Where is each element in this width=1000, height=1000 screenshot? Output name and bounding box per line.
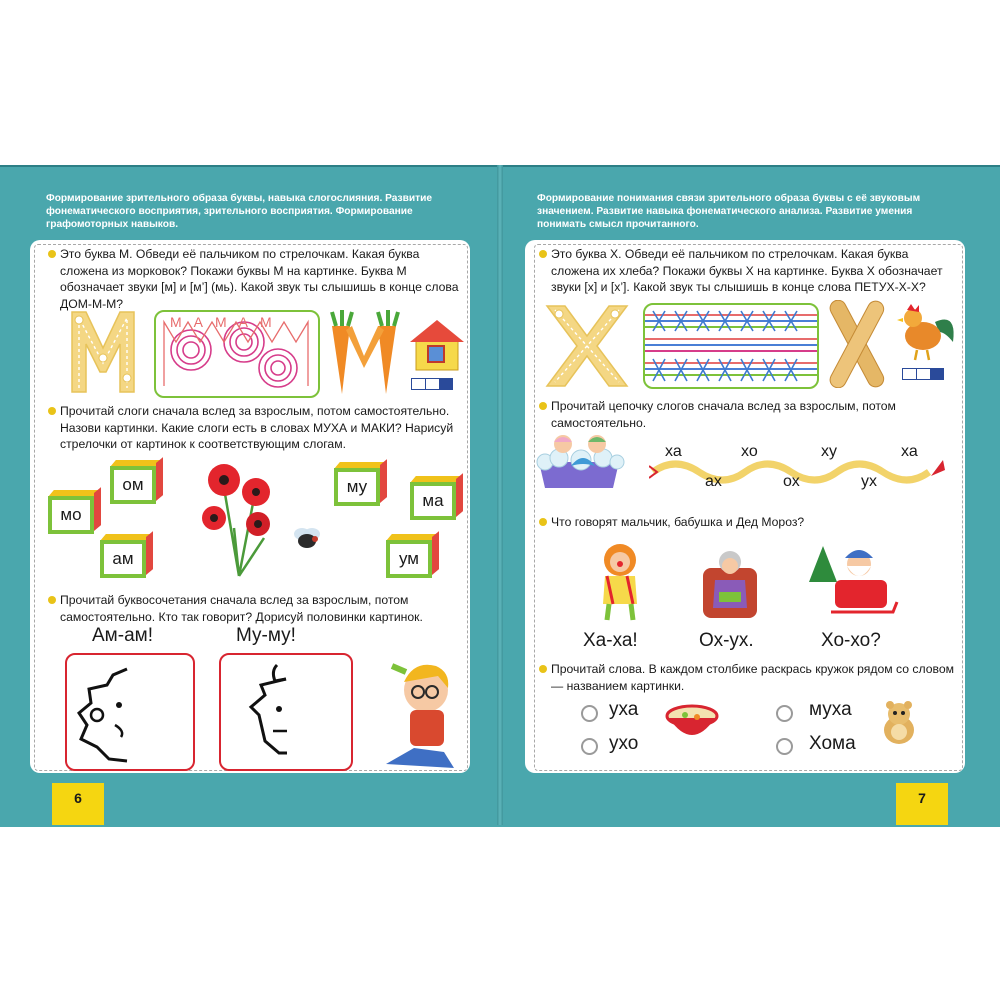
- fly-picture: [290, 526, 324, 550]
- syllable-cube: [110, 460, 162, 504]
- left-task-1-text: Это буква М. Обведи её пальчиком по стрелочкам. Какая буква сложена из морковок? Покажи буквы М на картинке. Буква М обозначает звуки [м] и [м’] (мь). Какой звук ты слышишь в конце слова ДОМ-М-М?: [60, 247, 459, 311]
- word-mukha: муха: [809, 699, 852, 720]
- cube-side: [94, 487, 101, 531]
- carrot-graphic: [328, 308, 400, 396]
- bullet-dot: [48, 407, 56, 415]
- bullet-dot: [48, 250, 56, 258]
- left-page: [30, 240, 470, 773]
- fly-graphic: [290, 526, 324, 550]
- cube-side: [456, 473, 463, 517]
- bread-graphic: [823, 300, 889, 388]
- syllable: ха: [665, 443, 682, 460]
- syllable: ох: [783, 473, 800, 490]
- sound-scheme-x: [902, 368, 944, 380]
- draw-frame-boy[interactable]: [65, 653, 195, 771]
- bullet-dot: [48, 596, 56, 604]
- right-task-4-text: Прочитай слова. В каждом столбике раскрась кружок рядом со словом — названием картинки.: [551, 662, 955, 693]
- letter-m-graphic: [68, 308, 138, 394]
- cube-side: [432, 531, 439, 575]
- rooster-graphic: [895, 302, 957, 362]
- word-circle-ukho[interactable]: [581, 738, 598, 755]
- cube-side: [380, 459, 387, 503]
- say-okh-ukh: Ох-ух.: [699, 630, 754, 651]
- page-number-right: 7: [896, 783, 948, 825]
- right-task-4: [551, 661, 956, 694]
- cube-syllable: ам: [100, 540, 146, 578]
- kids-bath-picture: [533, 432, 625, 498]
- poppies-graphic: [194, 458, 284, 578]
- page-number-left: 6: [52, 783, 104, 825]
- left-page-header: Формирование зрительного образа буквы, навыка слогослияния. Развитие фонематического восприятия, зрительного восприятия. Формирование графомоторных навыков.: [46, 193, 433, 230]
- say-am-am: Ам-ам!: [92, 625, 153, 646]
- letter-x-lines: [643, 303, 819, 389]
- clown-graphic: [593, 542, 647, 622]
- half-cow-face: [221, 655, 351, 769]
- half-boy-face: [67, 655, 193, 769]
- cube-syllable: му: [334, 468, 380, 506]
- poppies-picture: [194, 458, 284, 578]
- bread-letter-x: [823, 300, 889, 388]
- syllable-cube: [410, 476, 462, 520]
- syllable: ух: [861, 473, 877, 490]
- word-ukho: ухо: [609, 733, 639, 754]
- word-khoma: Хома: [809, 733, 856, 754]
- letter-x-graphic: [545, 302, 629, 388]
- left-task-2: [60, 403, 465, 453]
- bullet-dot: [539, 250, 547, 258]
- clown-picture: [593, 542, 647, 622]
- grandma-picture: [701, 548, 759, 620]
- bullet-dot: [539, 665, 547, 673]
- bath-graphic: [533, 432, 625, 498]
- grandma-graphic: [701, 548, 759, 620]
- word-circle-mukha[interactable]: [776, 705, 793, 722]
- boy-picture: [378, 652, 462, 772]
- carrot-letter-m: [328, 308, 400, 396]
- right-page-header: Формирование понимания связи зрительного образа буквы с её звуковым значением. Развитие навыка фонематического анализа. Развитие умения понимать смысл прочитанного.: [537, 193, 921, 230]
- left-task-3: [60, 592, 465, 625]
- say-kha-kha: Ха-ха!: [583, 630, 638, 651]
- bullet-dot: [539, 402, 547, 410]
- say-kho-kho: Хо-хо?: [821, 630, 881, 651]
- lines-graphic: [645, 305, 817, 387]
- syllable-cube: [386, 534, 438, 578]
- word-ukha: уха: [609, 699, 639, 720]
- cube-side: [156, 457, 163, 501]
- big-letter-m: [68, 308, 138, 394]
- house-graphic: [408, 316, 466, 372]
- maze-letters: МАМАМ: [170, 314, 284, 330]
- syllable-cube: [48, 490, 100, 534]
- syllable: ха: [901, 443, 918, 460]
- letter-maze: [154, 310, 320, 398]
- cube-syllable: ум: [386, 540, 432, 578]
- syllable-cube: [100, 534, 152, 578]
- big-letter-x: [545, 302, 629, 388]
- syllable: ху: [821, 443, 837, 460]
- boy-graphic: [378, 652, 462, 772]
- draw-frame-cow[interactable]: [219, 653, 353, 771]
- right-page: [525, 240, 965, 773]
- left-task-2-text: Прочитай слоги сначала вслед за взрослым, потом самостоятельно. Назови картинки. Какие слоги есть в словах МУХА и МАКИ? Нарисуй стрелочки от картинок к соответствующим слогам.: [60, 404, 454, 451]
- word-circle-khoma[interactable]: [776, 738, 793, 755]
- bullet-dot: [539, 518, 547, 526]
- word-circle-ukha[interactable]: [581, 705, 598, 722]
- syllable-cube: [334, 462, 386, 506]
- syllable: хо: [741, 443, 758, 460]
- santa-graphic: [805, 542, 901, 622]
- cube-syllable: мо: [48, 496, 94, 534]
- rooster-picture: [895, 302, 957, 362]
- sound-scheme-m: [411, 378, 453, 390]
- soup-bowl-graphic: [665, 702, 719, 742]
- right-task-3-text: Что говорят мальчик, бабушка и Дед Мороз?: [551, 515, 805, 529]
- right-task-3: [551, 514, 956, 531]
- right-task-2: [551, 398, 956, 431]
- right-task-2-text: Прочитай цепочку слогов сначала вслед за взрослым, потом самостоятельно.: [551, 399, 896, 430]
- santa-picture: [805, 542, 901, 622]
- say-mu-mu: Му-му!: [236, 625, 296, 646]
- syllable: ах: [705, 473, 722, 490]
- hamster-picture: [879, 700, 919, 746]
- cube-side: [146, 531, 153, 575]
- soup-bowl-picture: [665, 702, 719, 742]
- hamster-graphic: [879, 700, 919, 746]
- cube-syllable: ма: [410, 482, 456, 520]
- house-picture: [408, 316, 466, 372]
- left-task-1: [60, 246, 465, 312]
- right-task-1: [551, 246, 956, 296]
- right-task-1-text: Это буква Х. Обведи её пальчиком по стрелочкам. Какая буква сложена их хлеба? Покажи буквы Х на картинке. Буква Х обозначает звуки [х] и [х’]. Какой звук ты слышишь в конце слова ПЕТУХ-Х-Х?: [551, 247, 943, 294]
- book-spine: [497, 165, 503, 825]
- left-task-3-text: Прочитай буквосочетания сначала вслед за взрослым, потом самостоятельно. Кто так говорит? Дорисуй половинки картинок.: [60, 593, 423, 624]
- cube-syllable: ом: [110, 466, 156, 504]
